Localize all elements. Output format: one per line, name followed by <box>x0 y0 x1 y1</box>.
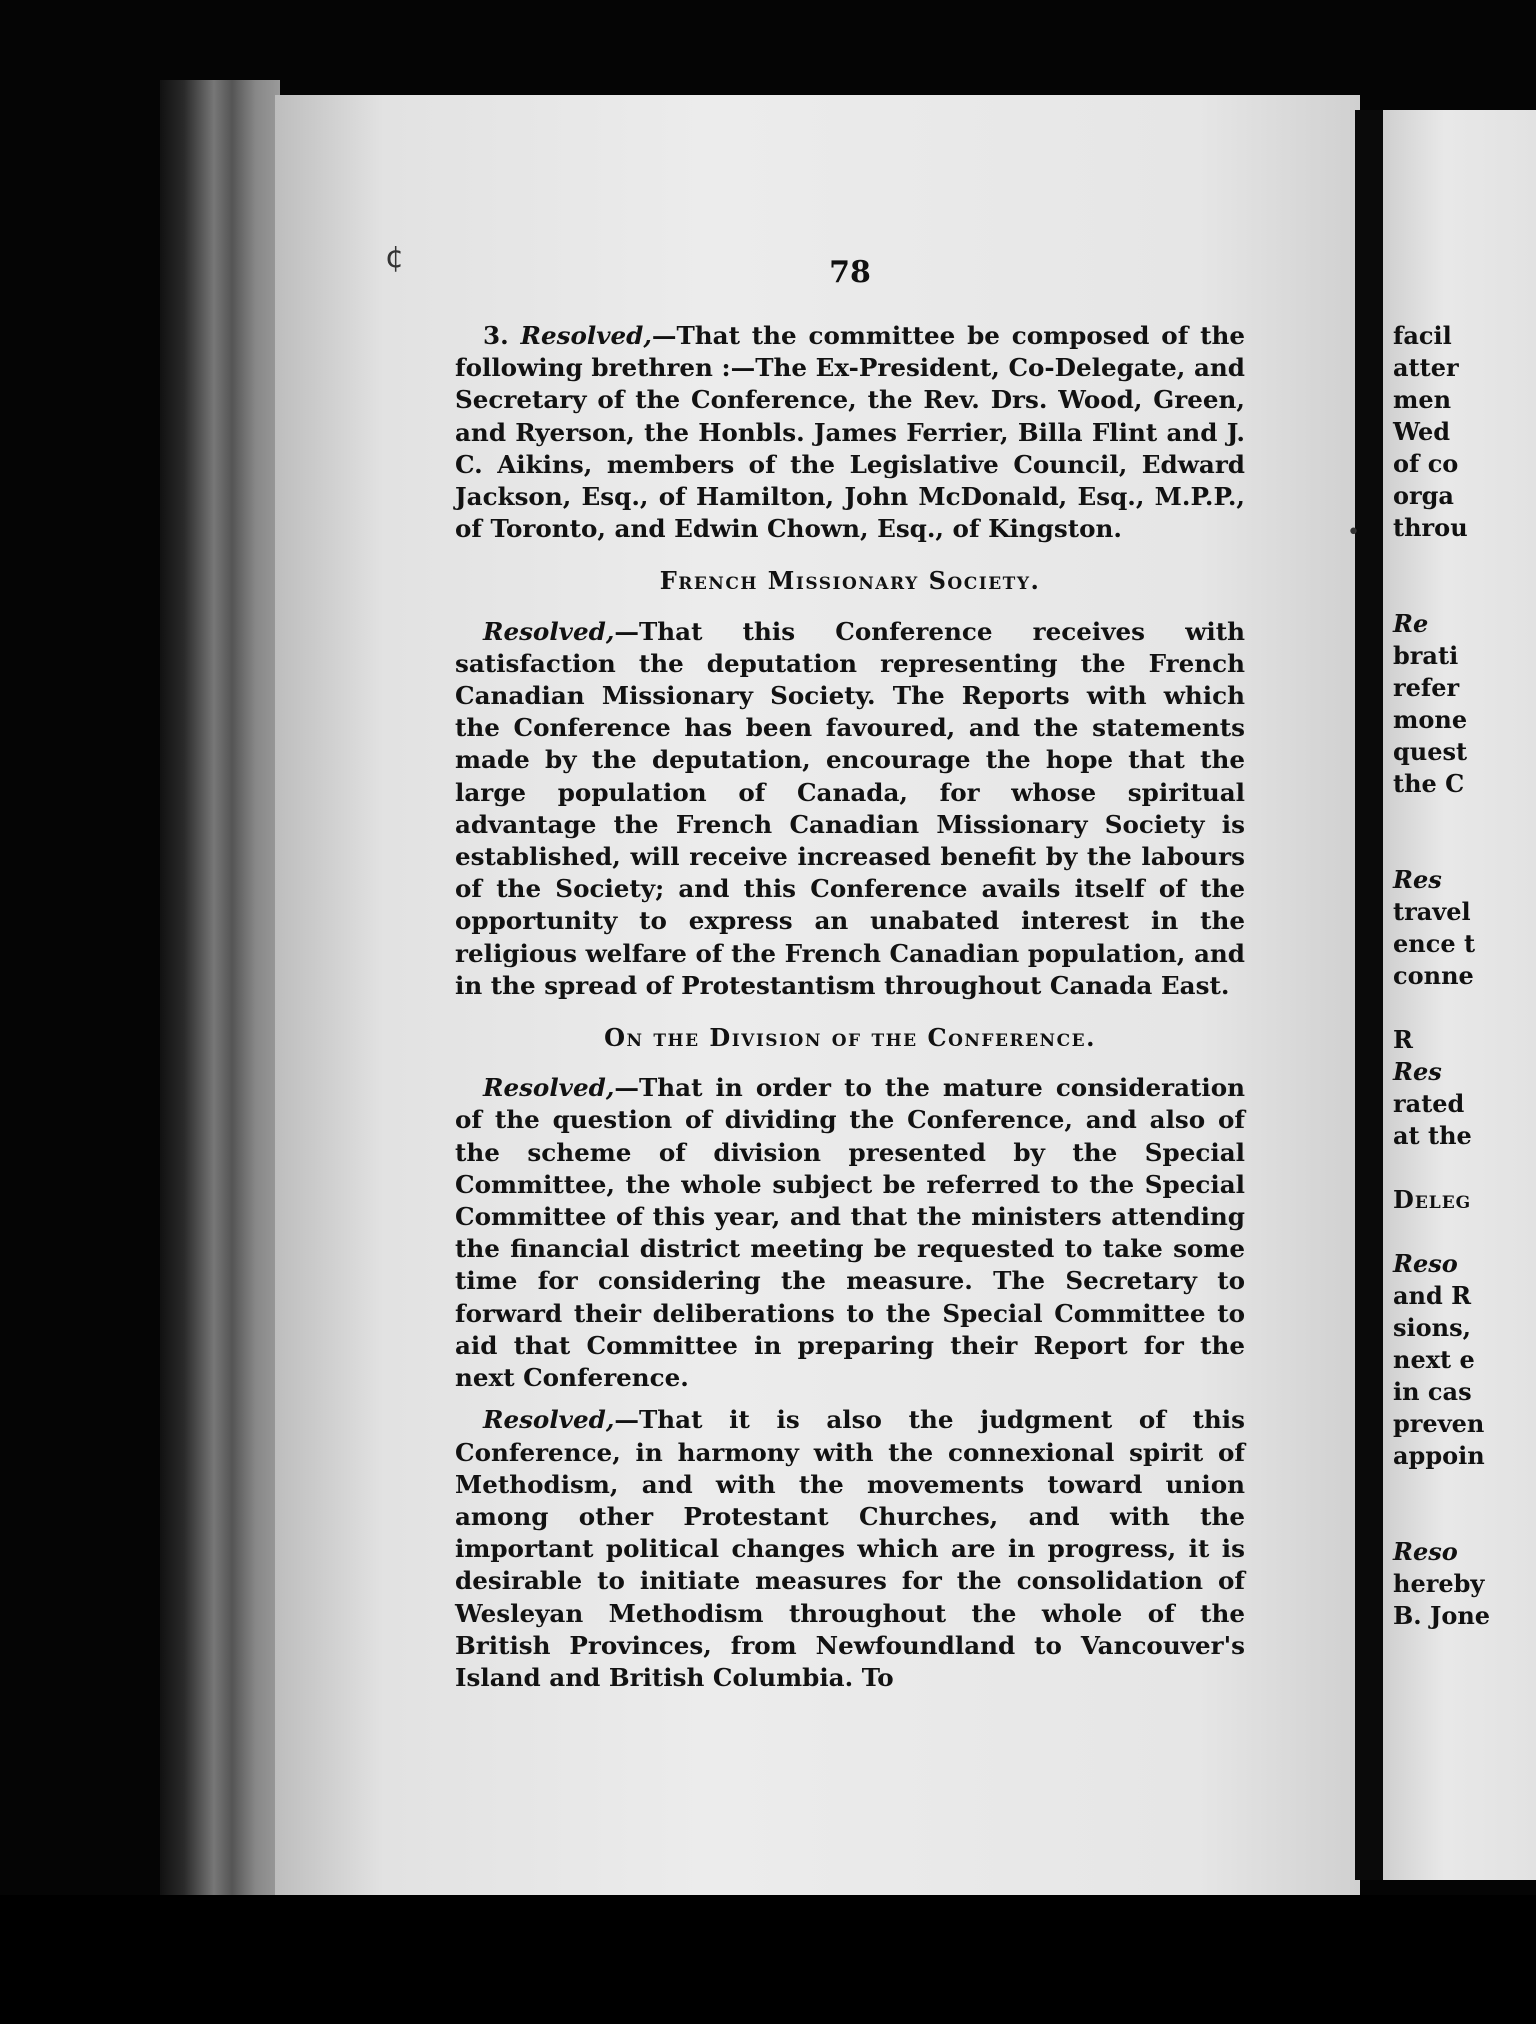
facing-page-line: Deleg <box>1393 1185 1472 1214</box>
facing-page-line: at the <box>1393 1121 1472 1150</box>
section-heading-french-missionary: French Missionary Society. <box>659 566 1041 596</box>
facing-page-line: Reso <box>1393 1249 1458 1278</box>
facing-page-line: Reso <box>1393 1537 1458 1566</box>
paragraph-text: —That it is also the judgment of this Conference, in harmony with the connexional spirit of Methodism, and with the movements toward union among other Protestant Churches, and with the important political changes which are in progress, it is desirable to initiate measures for the consolidation of Wesleyan Methodism throughout the whole of the British Provinces, from Newfoundland to Vancouver's Island and British Columbia. To <box>455 1405 1245 1692</box>
paragraph-text: —That this Conference receives with satisfaction the deputation representing the French Canadian Missionary Society. The Reports with which the Conference has been favoured, and the statements made by the deputation, encourage the hope that the large population of Canada, for whose spiritual advantage the French Canadian Missionary Society is established, will receive increased benefit by the labours of the Society; and this Conference avails itself of the opportunity to express an unabated interest in the religious welfare of the French Canadian population, and in the spread of Protestantism throughout Canada East. <box>455 616 1245 1000</box>
resolved-label: Resolved, <box>483 1405 615 1435</box>
facing-page-line <box>1393 1504 1536 1536</box>
facing-page-line: throu <box>1393 513 1468 542</box>
facing-page-line: appoin <box>1393 1441 1485 1470</box>
facing-page-line: conne <box>1393 961 1474 990</box>
facing-page-line: Res <box>1393 1057 1442 1086</box>
section-heading-division: On the Division of the Conference. <box>604 1023 1096 1053</box>
paragraph-number: 3. <box>483 321 521 350</box>
facing-page-line: Wed <box>1393 417 1451 446</box>
facing-page-line: B. Jone <box>1393 1601 1491 1630</box>
facing-page-text <box>1393 320 1536 1632</box>
right-page-partial <box>1383 110 1536 1880</box>
resolution-paragraph-french <box>455 616 1245 1002</box>
resolved-label: Resolved, <box>483 616 615 646</box>
resolution-paragraph-division <box>455 1072 1245 1394</box>
facing-page-line: Re <box>1393 609 1429 638</box>
facing-page-line: brati <box>1393 641 1459 670</box>
facing-page-line: Res <box>1393 865 1442 894</box>
facing-page-line: the C <box>1393 769 1465 798</box>
facing-page-line <box>1393 576 1536 608</box>
paragraph-text: —That in order to the mature consideration of the question of dividing the Conference, and also of the scheme of division presented by the Special Committee, the whole subject be referred to the Special Committee of this year, and that the ministers attending the financial district meeting be requested to take some time for considering the measure. The Secretary to forward their deliberations to the Special Committee to aid that Committee in preparing their Report for the next Conference. <box>455 1073 1245 1393</box>
facing-page-line <box>1393 1152 1536 1184</box>
gutter-dot: • <box>1347 520 1360 545</box>
facing-page-line: travel <box>1393 897 1471 926</box>
facing-page-line: of co <box>1393 449 1459 478</box>
resolution-paragraph-committee <box>455 320 1245 545</box>
page-body-text <box>455 320 1245 1694</box>
facing-page-line <box>1393 1472 1536 1504</box>
facing-page-line: rated <box>1393 1089 1465 1118</box>
facing-page-line: orga <box>1393 481 1454 510</box>
facing-page-line: refer <box>1393 673 1460 702</box>
paragraph-text: —That the committee be composed of the following brethren :—The Ex-President, Co-Delegate, and Secretary of the Conference, the Rev. Drs. Wood, Green, and Ryerson, the Honbls. James Ferrier, Billa Flint and J. C. Aikins, members of the Legislative Council, Edward Jackson, Esq., of Hamilton, John McDonald, Esq., M.P.P., of Toronto, and Edwin Chown, Esq., of Kingston. <box>455 321 1245 544</box>
resolved-label: Resolved, <box>483 1073 615 1103</box>
facing-page-line: next e <box>1393 1345 1475 1374</box>
facing-page-line <box>1393 800 1536 832</box>
facing-page-line: quest <box>1393 737 1468 766</box>
facing-page-line: and R <box>1393 1281 1472 1310</box>
facing-page-line: men <box>1393 385 1452 414</box>
facing-page-line: R <box>1393 1025 1414 1054</box>
facing-page-line: hereby <box>1393 1569 1485 1598</box>
resolution-paragraph-union <box>455 1404 1245 1694</box>
facing-page-line: mone <box>1393 705 1468 734</box>
resolved-label: Resolved, <box>520 321 652 350</box>
facing-page-line <box>1393 544 1536 576</box>
facing-page-line <box>1393 992 1536 1024</box>
page-number: 78 <box>829 255 871 290</box>
book-gutter <box>1355 110 1383 1880</box>
book-spine-edge <box>160 80 280 1900</box>
scan-border-bottom <box>0 1895 1536 2024</box>
facing-page-line: facil <box>1393 321 1452 350</box>
facing-page-line: ence t <box>1393 929 1476 958</box>
facing-page-line: preven <box>1393 1409 1485 1438</box>
facing-page-line: atter <box>1393 353 1459 382</box>
facing-page-line: sions, <box>1393 1313 1471 1342</box>
facing-page-line: in cas <box>1393 1377 1472 1406</box>
facing-page-line <box>1393 1216 1536 1248</box>
margin-mark: ¢ <box>385 240 405 275</box>
facing-page-line <box>1393 832 1536 864</box>
